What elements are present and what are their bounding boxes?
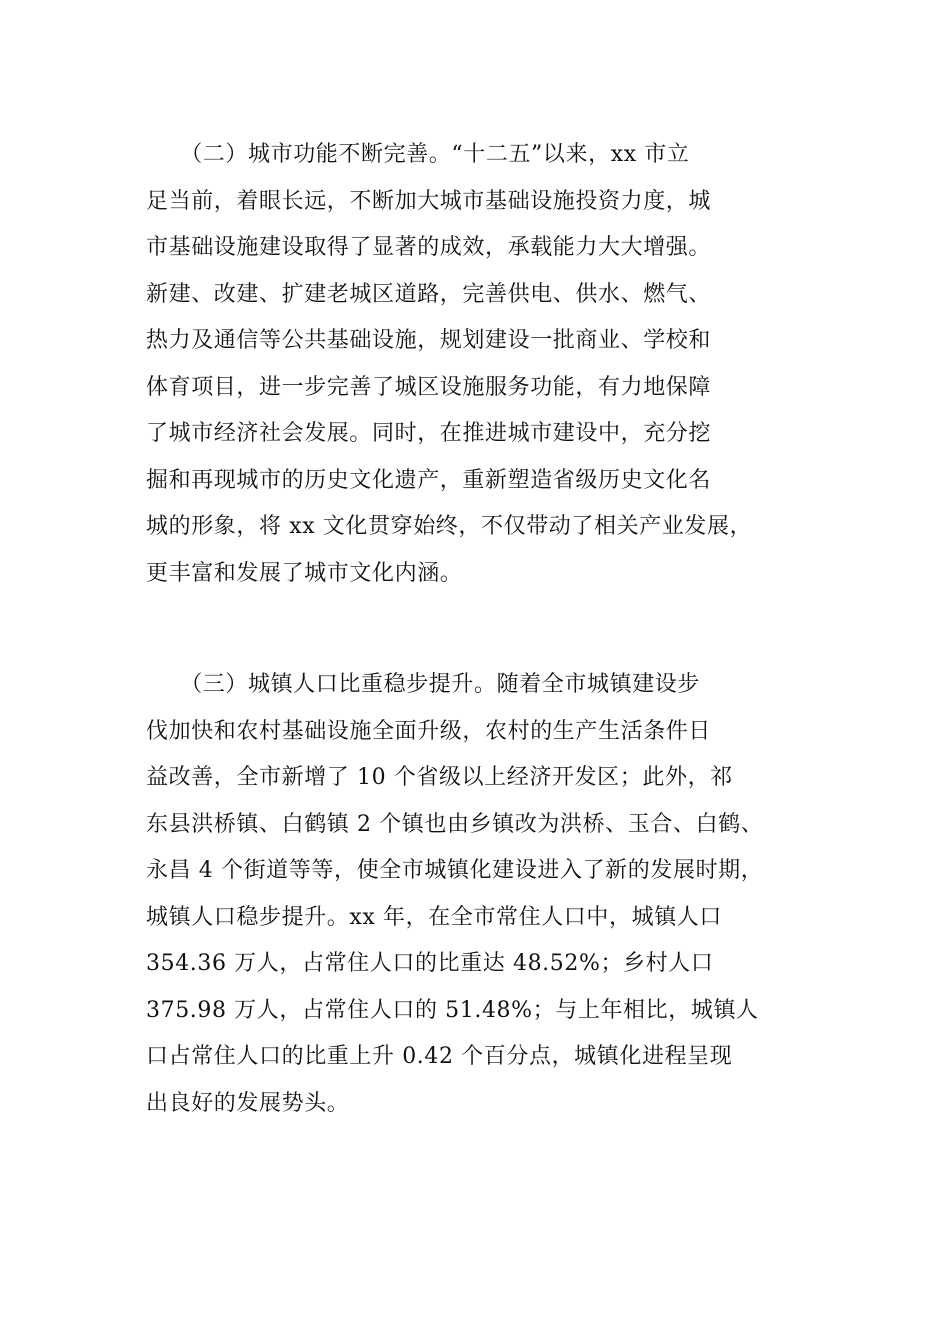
paragraph-line: 新建、改建、扩建老城区道路，完善供电、供水、燃气、	[146, 281, 712, 307]
paragraph-line: 东县洪桥镇、白鹤镇 2 个镇也由乡镇改为洪桥、玉合、白鹤、	[146, 811, 764, 837]
paragraph-line: 市基础设施建设取得了显著的成效，承载能力大大增强。	[146, 235, 712, 260]
paragraph-line: 出良好的发展势头。	[146, 1090, 350, 1116]
paragraph-line: 体育项目，进一步完善了城区设施服务功能，有力地保障	[146, 374, 712, 400]
paragraph-line: 口占常住人口的比重上升 0.42 个百分点，城镇化进程呈现	[146, 1044, 733, 1069]
paragraph-line: 城镇人口稳步提升。xx 年，在全市常住人口中，城镇人口	[146, 904, 723, 930]
paragraph-urban-population	[146, 662, 846, 1127]
paragraph-line: （三）城镇人口比重稳步提升。随着全市城镇建设步	[146, 672, 701, 697]
paragraph-line: 了城市经济社会发展。同时，在推进城市建设中，充分挖	[146, 421, 712, 446]
paragraph-line: 足当前，着眼长远，不断加大城市基础设施投资力度，城	[146, 188, 712, 214]
paragraph-line: 城的形象，将 xx 文化贯穿始终，不仅带动了相关产业发展，	[146, 514, 753, 539]
paragraph-line: 375.98 万人，占常住人口的 51.48%；与上年相比，城镇人	[146, 997, 759, 1023]
paragraph-line: 掘和再现城市的历史文化遗产，重新塑造省级历史文化名	[146, 467, 712, 493]
paragraph-line: 伐加快和农村基础设施全面升级，农村的生产生活条件日	[146, 718, 712, 744]
paragraph-line: 354.36 万人，占常住人口的比重达 48.52%；乡村人口	[146, 951, 714, 976]
paragraph-urban-function	[146, 132, 846, 597]
paragraph-line: 更丰富和发展了城市文化内涵。	[146, 560, 463, 586]
paragraph-line: 热力及通信等公共基础设施，规划建设一批商业、学校和	[146, 328, 712, 353]
paragraph-line: （二）城市功能不断完善。“十二五”以来，xx 市立	[146, 142, 690, 167]
paragraph-line: 永昌 4 个街道等等，使全市城镇化建设进入了新的发展时期，	[146, 858, 764, 883]
paragraph-line: 益改善，全市新增了 10 个省级以上经济开发区；此外，祁	[146, 765, 733, 790]
